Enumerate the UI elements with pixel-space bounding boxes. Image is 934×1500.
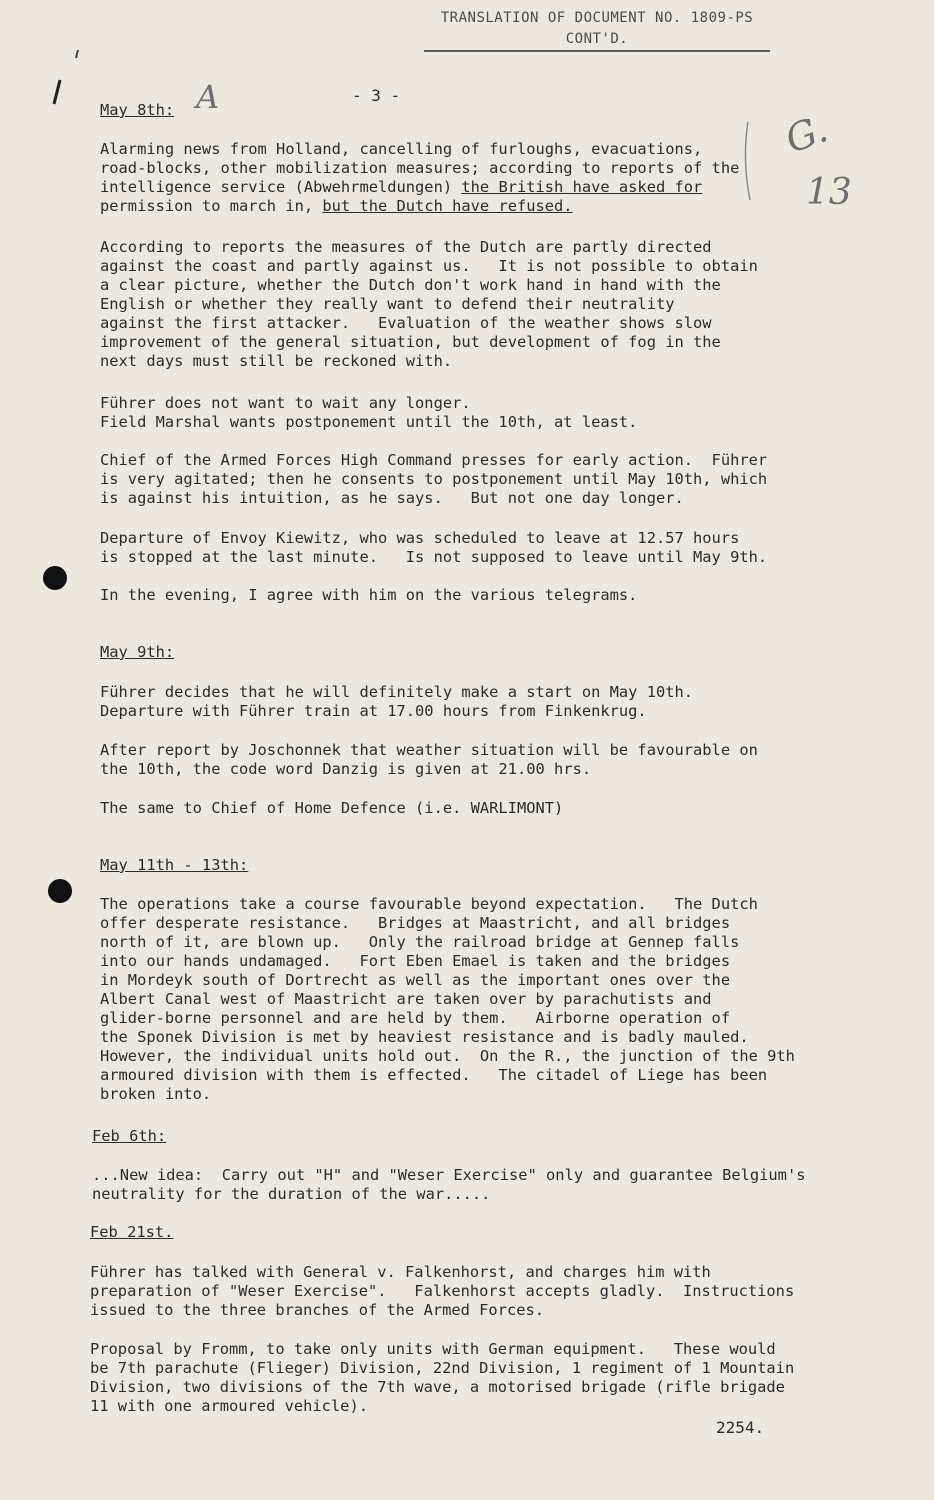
margin-tick-mark bbox=[54, 80, 60, 104]
page-number: - 3 - bbox=[352, 86, 401, 105]
paragraph-feb21-fromm-proposal: Proposal by Fromm, to take only units with German equipment. These would be 7th parachute (Flieger) Division, 22nd Division, 1 regiment of 1 Mountain Division, two divisions of the 7th wave, a motorised brigade (rifle brigade 11 with one armoured vehicle). bbox=[90, 1340, 795, 1415]
handwritten-margin-number: 13 bbox=[806, 172, 852, 213]
margin-comma-mark bbox=[76, 50, 78, 58]
section-heading-may-9: May 9th: bbox=[100, 643, 175, 661]
paragraph-feb21-falkenhorst: Führer has talked with General v. Falkenhorst, and charges him with preparation of "Weser Exercise". Falkenhorst accepts gladly. Instructions issued to the three branches of the Armed Forces. bbox=[90, 1263, 795, 1319]
paragraph-may8-alarming-news: Alarming news from Holland, cancelling of furloughs, evacuations, road-blocks, other mobilization measures; according to reports of the intelligence service (Abwehrmeldungen) the British have asked for permission to march in, but the Dutch have refused. bbox=[100, 140, 740, 215]
punch-hole-top bbox=[43, 566, 67, 590]
paragraph-may9-code-word: After report by Joschonnek that weather situation will be favourable on the 10th, the code word Danzig is given at 21.00 hrs. bbox=[100, 741, 758, 778]
paragraph-may8-chief-presses: Chief of the Armed Forces High Command presses for early action. Führer is very agitated; then he consents to postponement until May 10th, which is against his intuition, as he says. But not one day longer. bbox=[100, 451, 768, 507]
paragraph-may8-envoy-departure: Departure of Envoy Kiewitz, who was scheduled to leave at 12.57 hours is stopped at the last minute. Is not supposed to leave until May 9th. bbox=[100, 529, 768, 566]
section-heading-may-11-13: May 11th - 13th: bbox=[100, 856, 249, 874]
handwritten-a-mark: A bbox=[196, 78, 220, 116]
section-heading-feb-6: Feb 6th: bbox=[92, 1127, 167, 1145]
header-title: TRANSLATION OF DOCUMENT NO. 1809-PS bbox=[440, 10, 754, 26]
header-subtitle: CONT'D. bbox=[424, 29, 770, 52]
section-heading-feb-21: Feb 21st. bbox=[90, 1223, 174, 1241]
paragraph-may11-operations: The operations take a course favourable beyond expectation. The Dutch offer desperate resistance. Bridges at Maastricht, and all bridges north of it, are blown up. Only the railroad bridge at Gennep falls into our hands undamaged. Fort Eben Emael is taken and the bridges in Mordeyk south of Dortrecht as well as the important ones over the Albert Canal west of Maastricht are taken over by parachutists and glider-borne personnel and are held by them. Airborne operation of the Sponek Division is met by heaviest resistance and is badly mauled. However, the individual units hold out. On the R., the junction of the 9th armoured division with them is effected. The citadel of Liege has been broken into. bbox=[100, 895, 795, 1103]
paragraph-feb6-new-idea: ...New idea: Carry out "H" and "Weser Exercise" only and guarantee Belgium's neutrality for the duration of the war..... bbox=[92, 1166, 806, 1203]
paragraph-may8-dutch-measures: According to reports the measures of the Dutch are partly directed against the coast and partly against us. It is not possible to obtain a clear picture, whether the Dutch don't work hand in hand with the English or whether they really want to defend their neutrality against the first attacker. Evaluation of the weather shows slow improvement of the general situation, but development of fog in the next days must still be reckoned with. bbox=[100, 238, 758, 370]
section-heading-may-8: May 8th: bbox=[100, 101, 175, 119]
document-footer-number: 2254. bbox=[716, 1418, 765, 1437]
paragraph-may9-start: Führer decides that he will definitely make a start on May 10th. Departure with Führer train at 17.00 hours from Finkenkrug. bbox=[100, 683, 694, 720]
handwritten-initials: G. bbox=[779, 106, 834, 162]
paragraph-may8-evening: In the evening, I agree with him on the various telegrams. bbox=[100, 586, 638, 604]
paragraph-may9-home-defence: The same to Chief of Home Defence (i.e. WARLIMONT) bbox=[100, 799, 564, 817]
paragraph-may8-fuhrer-wait: Führer does not want to wait any longer. Field Marshal wants postponement until the 10th, at least. bbox=[100, 394, 638, 431]
punch-hole-bottom bbox=[48, 879, 72, 903]
